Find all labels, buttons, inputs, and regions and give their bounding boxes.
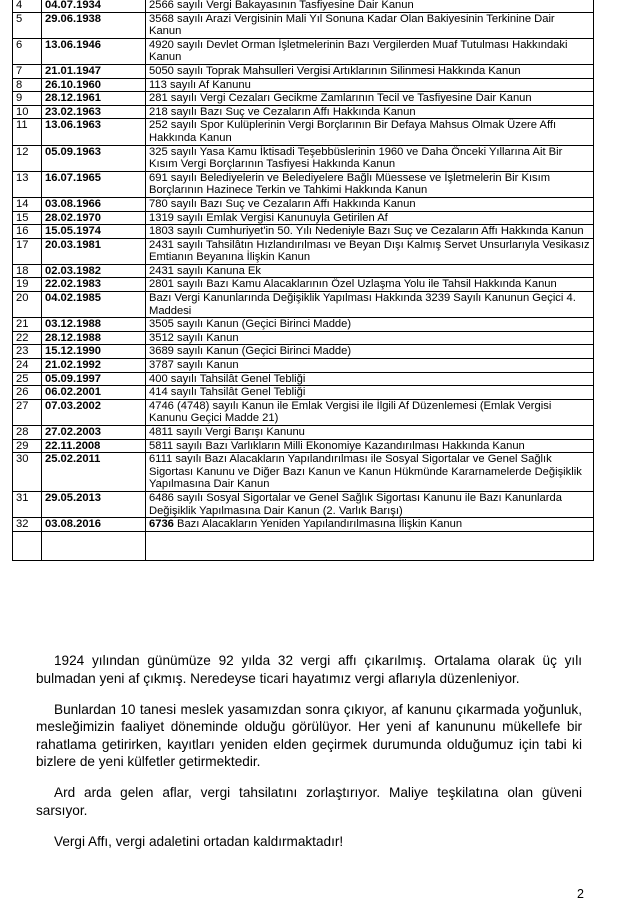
row-number-cell: 28 — [13, 426, 42, 440]
table-row — [13, 439, 594, 453]
table-row — [13, 318, 594, 332]
row-date-cell: 05.09.1997 — [42, 372, 146, 386]
row-date-cell: 29.05.2013 — [42, 491, 146, 517]
table-row — [13, 225, 594, 239]
row-number-cell: 24 — [13, 359, 42, 373]
row-number-cell: 20 — [13, 292, 42, 318]
row-description-cell: 325 sayılı Yasa Kamu İktisadi Teşebbüslerinin 1960 ve Daha Önceki Yıllarına Ait Bir Kısım Vergi Borçlarının Tasfiyesi Hakkında Kanun — [146, 145, 594, 171]
table-row — [13, 386, 594, 400]
row-description-cell: 1319 sayılı Emlak Vergisi Kanunuyla Getirilen Af — [146, 211, 594, 225]
row-date-cell: 25.02.2011 — [42, 453, 146, 492]
row-description-cell: 252 sayılı Spor Kulüplerinin Vergi Borçlarının Bir Defaya Mahsus Olmak Üzere Affı Hakkında Kanun — [146, 119, 594, 145]
row-date-cell: 03.08.1966 — [42, 197, 146, 211]
row-number-cell: 16 — [13, 225, 42, 239]
row-description-cell: 6486 sayılı Sosyal Sigortalar ve Genel Sağlık Sigortası Kanunu ile Bazı Kanunlarda Değişiklik Yapılmasına Dair Kanun (2. Varlık Barışı) — [146, 491, 594, 517]
row-description-cell: 4746 (4748) sayılı Kanun ile Emlak Vergisi ile İlgili Af Düzenlemesi (Emlak Vergisi Kanunu Geçici Madde 21) — [146, 399, 594, 425]
row-number-cell: 30 — [13, 453, 42, 492]
row-date-cell: 28.12.1961 — [42, 92, 146, 106]
row-date-cell: 04.02.1985 — [42, 292, 146, 318]
row-number-cell: 17 — [13, 238, 42, 264]
table-row — [13, 171, 594, 197]
row-description-cell: 5811 sayılı Bazı Varlıkların Milli Ekonomiye Kazandırılması Hakkında Kanun — [146, 439, 594, 453]
empty-cell — [42, 531, 146, 560]
table-row — [13, 264, 594, 278]
row-date-cell: 05.09.1963 — [42, 145, 146, 171]
table-row — [13, 399, 594, 425]
empty-cell — [146, 531, 594, 560]
row-date-cell: 15.05.1974 — [42, 225, 146, 239]
row-date-cell: 13.06.1963 — [42, 119, 146, 145]
row-date-cell: 22.11.2008 — [42, 439, 146, 453]
table-row — [13, 345, 594, 359]
row-description-cell: 2431 sayılı Tahsilâtın Hızlandırılması ve Beyan Dışı Kalmış Servet Unsurlarıyla Vesikasız Emtianın Beyanına İlişkin Kanun — [146, 238, 594, 264]
table-row — [13, 359, 594, 373]
page-number: 2 — [577, 887, 584, 901]
row-description-cell: 691 sayılı Belediyelerin ve Belediyelere Bağlı Müessese ve İşletmelerin Bir Kısım Borçlarının Hazinece Terkin ve Tahkimi Hakkında Kanun — [146, 171, 594, 197]
row-date-cell: 28.12.1988 — [42, 331, 146, 345]
row-date-cell: 03.12.1988 — [42, 318, 146, 332]
table-row — [13, 105, 594, 119]
row-description-cell — [146, 518, 594, 532]
row-description-cell: 414 sayılı Tahsilât Genel Tebliği — [146, 386, 594, 400]
table-row — [13, 278, 594, 292]
row-description-cell: 281 sayılı Vergi Cezaları Gecikme Zamlarının Tecil ve Tasfiyesine Dair Kanun — [146, 92, 594, 106]
row-number-cell: 15 — [13, 211, 42, 225]
row-date-cell: 16.07.1965 — [42, 171, 146, 197]
row-number-cell: 10 — [13, 105, 42, 119]
row-description-cell: 780 sayılı Bazı Suç ve Cezaların Affı Hakkında Kanun — [146, 197, 594, 211]
row-number-cell: 18 — [13, 264, 42, 278]
row-number-cell: 11 — [13, 119, 42, 145]
table-row — [13, 145, 594, 171]
row-number-cell: 27 — [13, 399, 42, 425]
row-description-cell: 3568 sayılı Arazi Vergisinin Mali Yıl Sonuna Kadar Olan Bakiyesinin Terkinine Dair Kanun — [146, 12, 594, 38]
row-number-cell: 31 — [13, 491, 42, 517]
tax-amnesty-table — [12, 0, 594, 561]
row-date-cell: 21.01.1947 — [42, 64, 146, 78]
row-number-cell: 32 — [13, 518, 42, 532]
row-date-cell: 03.08.2016 — [42, 518, 146, 532]
table-row — [13, 119, 594, 145]
row-description-cell: 1803 sayılı Cumhuriyet'in 50. Yılı Nedeniyle Bazı Suç ve Cezaların Affı Hakkında Kanun — [146, 225, 594, 239]
row-number-cell: 25 — [13, 372, 42, 386]
empty-table-row — [13, 531, 594, 560]
row-number-cell: 4 — [13, 0, 42, 12]
paragraph: 1924 yılından günümüze 92 yılda 32 vergi affı çıkarılmış. Ortalama olarak üç yılı bulmadan yeni af çıkmış. Neredeyse ticari hayatımız vergi aflarıyla düzenleniyor. — [36, 653, 582, 686]
table-row — [13, 331, 594, 345]
row-number-cell: 21 — [13, 318, 42, 332]
table-row — [13, 211, 594, 225]
row-description-cell: 4920 sayılı Devlet Orman İşletmelerinin Bazı Vergilerden Muaf Tutulması Hakkındaki Kanun — [146, 38, 594, 64]
row-date-cell: 22.02.1983 — [42, 278, 146, 292]
row-number-cell: 12 — [13, 145, 42, 171]
row-description-cell: 3787 sayılı Kanun — [146, 359, 594, 373]
row-date-cell: 06.02.2001 — [42, 386, 146, 400]
table-row — [13, 518, 594, 532]
table-row — [13, 64, 594, 78]
row-date-cell: 15.12.1990 — [42, 345, 146, 359]
row-description-cell: 5050 sayılı Toprak Mahsulleri Vergisi Artıklarının Silinmesi Hakkında Kanun — [146, 64, 594, 78]
row-number-cell: 22 — [13, 331, 42, 345]
law-title: Bazı Alacakların Yeniden Yapılandırılmasına İlişkin Kanun — [173, 518, 463, 531]
row-date-cell: 27.02.2003 — [42, 426, 146, 440]
row-number-cell: 5 — [13, 12, 42, 38]
row-number-cell: 9 — [13, 92, 42, 106]
paragraph: Bunlardan 10 tanesi meslek yasamızdan sonra çıkıyor, af kanunu çıkarmada yoğunluk, mesleğimizin faaliyet döneminde olduğu görülüyor. Her yeni af kanununu mükellefe bir rahatlama getirirken, kayıtları yeniden elden geçirmek durumunda olduğumuz için tabi ki bizlere de yeni külfetler getirmektedir. — [36, 701, 582, 769]
paragraph: Ard arda gelen aflar, vergi tahsilatını zorlaştırıyor. Maliye teşkilatına olan güveni sarsıyor. — [36, 785, 582, 818]
table-row — [13, 78, 594, 92]
row-description-cell: Bazı Vergi Kanunlarında Değişiklik Yapılması Hakkında 3239 Sayılı Kanunun Geçici 4. Maddesi — [146, 292, 594, 318]
body-text — [36, 652, 582, 864]
table-row — [13, 491, 594, 517]
row-number-cell: 19 — [13, 278, 42, 292]
row-description-cell: 4811 sayılı Vergi Barışı Kanunu — [146, 426, 594, 440]
row-description-cell: 218 sayılı Bazı Suç ve Cezaların Affı Hakkında Kanun — [146, 105, 594, 119]
row-number-cell: 6 — [13, 38, 42, 64]
row-date-cell: 07.03.2002 — [42, 399, 146, 425]
row-number-cell: 23 — [13, 345, 42, 359]
row-date-cell: 02.03.1982 — [42, 264, 146, 278]
table-row — [13, 0, 594, 12]
row-number-cell: 8 — [13, 78, 42, 92]
row-number-cell: 26 — [13, 386, 42, 400]
row-number-cell: 7 — [13, 64, 42, 78]
row-description-cell: 3505 sayılı Kanun (Geçici Birinci Madde) — [146, 318, 594, 332]
law-number: 6736 — [149, 518, 174, 531]
table-row — [13, 12, 594, 38]
table-row — [13, 197, 594, 211]
row-date-cell: 21.02.1992 — [42, 359, 146, 373]
row-description-cell: 6111 sayılı Bazı Alacakların Yapılandırılması ile Sosyal Sigortalar ve Genel Sağlık Sigortası Kanunu ve Diğer Bazı Kanun ve Kanun Hükmünde Kararnamelerde Değişiklik Yapılmasına Dair Kanun — [146, 453, 594, 492]
paragraph: Vergi Affı, vergi adaletini ortadan kaldırmaktadır! — [54, 833, 344, 849]
table-row — [13, 92, 594, 106]
row-description-cell: 2566 sayılı Vergi Bakayasının Tasfiyesine Dair Kanun — [146, 0, 594, 12]
table-row — [13, 453, 594, 492]
table-row — [13, 238, 594, 264]
row-date-cell: 29.06.1938 — [42, 12, 146, 38]
table-row — [13, 38, 594, 64]
row-date-cell: 20.03.1981 — [42, 238, 146, 264]
row-description-cell: 3689 sayılı Kanun (Geçici Birinci Madde) — [146, 345, 594, 359]
row-description-cell: 113 sayılı Af Kanunu — [146, 78, 594, 92]
row-date-cell: 28.02.1970 — [42, 211, 146, 225]
row-number-cell: 13 — [13, 171, 42, 197]
row-description-cell: 2801 sayılı Bazı Kamu Alacaklarının Özel Uzlaşma Yolu ile Tahsil Hakkında Kanun — [146, 278, 594, 292]
row-date-cell: 26.10.1960 — [42, 78, 146, 92]
row-date-cell: 04.07.1934 — [42, 0, 146, 12]
row-description-cell: 400 sayılı Tahsilât Genel Tebliği — [146, 372, 594, 386]
row-number-cell: 14 — [13, 197, 42, 211]
row-description-cell: 2431 sayılı Kanuna Ek — [146, 264, 594, 278]
table-row — [13, 372, 594, 386]
table-row — [13, 426, 594, 440]
row-date-cell: 23.02.1963 — [42, 105, 146, 119]
row-date-cell: 13.06.1946 — [42, 38, 146, 64]
row-description-cell: 3512 sayılı Kanun — [146, 331, 594, 345]
table-row — [13, 292, 594, 318]
empty-cell — [13, 531, 42, 560]
row-number-cell: 29 — [13, 439, 42, 453]
